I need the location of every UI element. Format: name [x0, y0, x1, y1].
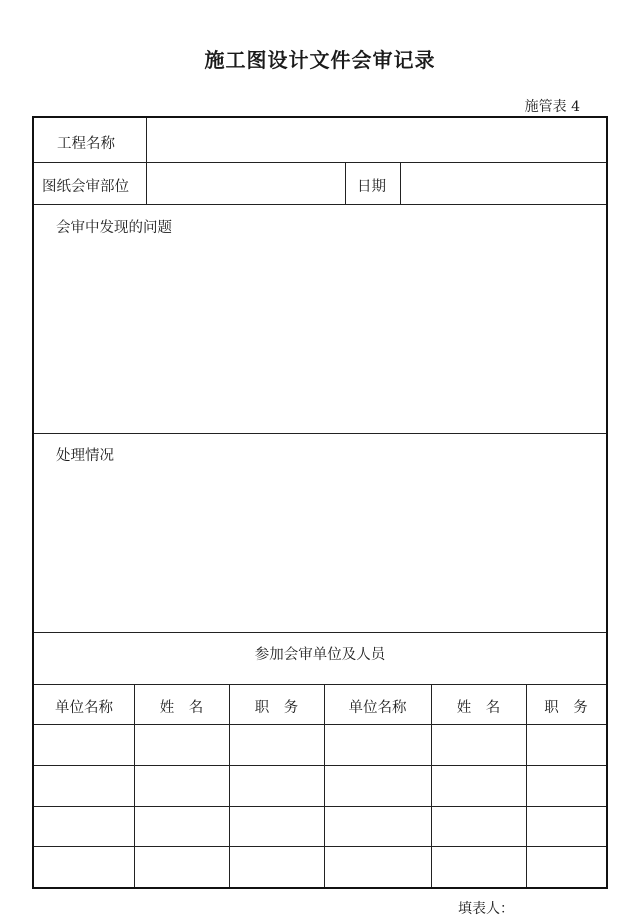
- participants-table-cell[interactable]: [527, 807, 606, 847]
- participants-table-cell[interactable]: [325, 807, 431, 847]
- date-label: 日期: [357, 179, 386, 195]
- participants-table-cell[interactable]: [230, 725, 324, 765]
- participants-table-cell[interactable]: [432, 766, 526, 806]
- review-part-label: 图纸会审部位: [42, 179, 129, 195]
- date-field[interactable]: [401, 163, 606, 204]
- participants-table-cell[interactable]: [230, 807, 324, 847]
- participants-table-cell[interactable]: [325, 766, 431, 806]
- issues-label: 会审中发现的问题: [56, 220, 172, 236]
- participants-table-cell[interactable]: [230, 766, 324, 806]
- participants-table-cell[interactable]: [35, 807, 134, 847]
- participants-table-cell[interactable]: [35, 847, 134, 887]
- participants-table-cell[interactable]: [230, 847, 324, 887]
- participants-header-cell: 姓 名: [159, 700, 204, 716]
- participants-table-cell[interactable]: [325, 847, 431, 887]
- participants-header-cell: 单位名称: [348, 700, 407, 716]
- participants-table-cell[interactable]: [325, 725, 431, 765]
- participants-table-cell[interactable]: [135, 725, 229, 765]
- participants-header-cell: 职 务: [544, 700, 588, 716]
- project-name-label: 工程名称: [57, 136, 115, 152]
- participants-header-cell: 姓 名: [456, 700, 501, 716]
- participants-table-cell[interactable]: [135, 807, 229, 847]
- handling-field[interactable]: [34, 434, 606, 632]
- participants-table-cell[interactable]: [135, 766, 229, 806]
- participants-label: 参加会审单位及人员: [254, 647, 386, 663]
- participants-table-cell[interactable]: [527, 725, 606, 765]
- handling-label: 处理情况: [56, 448, 114, 464]
- participants-header-cell: 职 务: [254, 700, 299, 716]
- participants-table-cell[interactable]: [432, 807, 526, 847]
- filler-label: 填表人：: [458, 901, 514, 917]
- form-title: 施工图设计文件会审记录: [204, 48, 436, 72]
- participants-table: [34, 684, 606, 887]
- participants-table-cell[interactable]: [432, 847, 526, 887]
- form-code: 施管表 4: [524, 99, 580, 115]
- participants-table-cell[interactable]: [135, 847, 229, 887]
- participants-table-cell[interactable]: [527, 847, 606, 887]
- issues-field[interactable]: [34, 205, 606, 433]
- participants-table-cell[interactable]: [432, 725, 526, 765]
- participants-table-cell[interactable]: [35, 725, 134, 765]
- participants-table-cell[interactable]: [35, 766, 134, 806]
- participants-table-cell[interactable]: [527, 766, 606, 806]
- participants-header-cell: 单位名称: [55, 700, 113, 716]
- review-part-field[interactable]: [147, 163, 345, 204]
- review-record-form: [32, 116, 608, 889]
- project-name-field[interactable]: [147, 118, 606, 162]
